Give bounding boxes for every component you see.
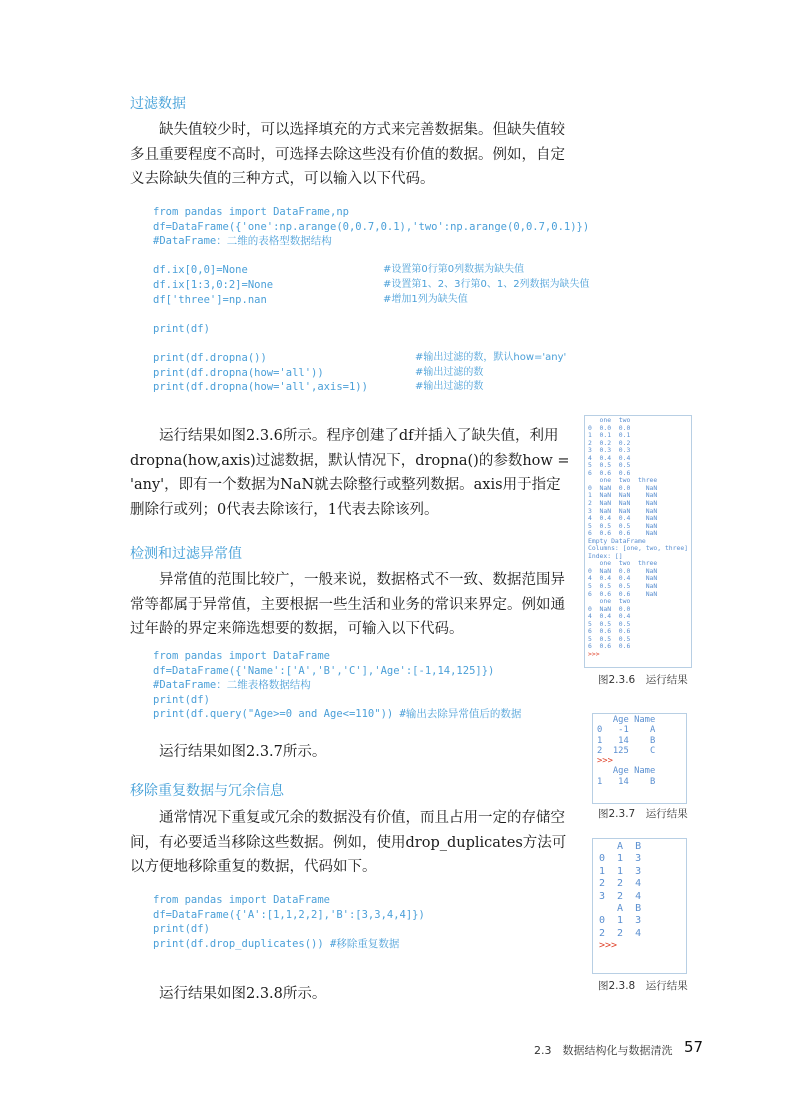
output-line: one two three	[588, 476, 658, 485]
code-line	[153, 263, 673, 278]
output-line: 5 0.5 0.5	[588, 619, 631, 628]
figure-2-3-8	[592, 838, 687, 974]
code-line	[153, 707, 593, 722]
page-number: 57	[684, 1038, 704, 1056]
code-line	[153, 278, 673, 293]
heading-duplicates: 移除重复数据与冗余信息	[130, 783, 284, 799]
output-line: 3 0.3 0.3	[588, 446, 631, 455]
output-line: 6 0.6 0.6	[588, 468, 631, 477]
code-text: df['three']=np.nan	[153, 293, 267, 306]
code-text: df=DataFrame({'Name':['A','B','C'],'Age':[-1,14,125]})	[153, 664, 495, 677]
code-block-dup	[153, 893, 573, 951]
output-line: 0 -1 A	[597, 725, 656, 736]
code-line	[153, 908, 573, 923]
output-line: one two	[588, 416, 631, 424]
output-line: 5 0.5 0.5	[588, 634, 631, 643]
code-comment: #输出过滤的数	[415, 366, 484, 378]
code-line	[153, 937, 573, 952]
prompt-marker: >>>	[597, 756, 613, 767]
prompt-marker: >>>	[588, 649, 600, 658]
caption-2-3-8: 图2.3.8 运行结果	[598, 980, 688, 992]
output-line: 1 0.1 0.1	[588, 431, 631, 440]
code-line	[153, 922, 573, 937]
output-line: 4 0.4 0.4 NaN	[588, 514, 658, 523]
code-text: df=DataFrame({'one':np.arange(0,0.7,0.1),'two':np.arange(0,0.7,0.1)})	[153, 220, 590, 233]
para-filter-result: 运行结果如图2.3.6所示。程序创建了df并插入了缺失值，利用dropna(how,axis)过滤数据，默认情况下，dropna()的参数how = 'any'，即有一个数据为NaN就去除整行或整列数据。axis用于指定删除行或列；0代表去除该行，1代表去除该列。	[130, 428, 570, 518]
output-line: Age Name	[597, 715, 656, 725]
code-text: #DataFrame：二维的表格型数据结构	[153, 235, 332, 248]
code-block-filter	[153, 205, 673, 395]
code-text: print(df.query("Age>=0 and Age<=110")) #输出去除异常值后的数据	[153, 708, 522, 721]
prompt-marker: >>>	[599, 940, 618, 952]
output-line: Index: []	[588, 551, 623, 560]
code-line	[153, 649, 593, 664]
figure-2-3-7-output	[593, 714, 686, 788]
output-line: 5 0.5 0.5 NaN	[588, 521, 658, 530]
code-text: from pandas import DataFrame,np	[153, 206, 349, 218]
code-line	[153, 893, 573, 908]
output-line: 2 NaN NaN NaN	[588, 499, 658, 508]
output-line: 5 0.5 0.5	[588, 461, 631, 470]
output-line: 4 0.4 0.4 NaN	[588, 574, 658, 583]
code-line	[153, 234, 673, 249]
output-line: 0 0.0 0.0	[588, 423, 631, 432]
code-comment: #增加1列为缺失值	[383, 293, 468, 305]
code-line	[153, 293, 673, 308]
output-line: 6 0.6 0.6 NaN	[588, 589, 658, 598]
output-line: 2 2 4	[599, 878, 642, 890]
output-line: 6 0.6 0.6	[588, 642, 631, 651]
para-outlier-result: 运行结果如图2.3.7所示。	[159, 744, 327, 760]
figure-2-3-7	[592, 713, 687, 804]
code-line	[153, 249, 673, 264]
code-text: print(df)	[153, 322, 210, 335]
output-line: 1 14 B	[597, 735, 656, 746]
code-text: print(df)	[153, 923, 210, 936]
output-line: 3 NaN NaN NaN	[588, 506, 658, 515]
output-line: 1 NaN NaN NaN	[588, 491, 658, 500]
code-line	[153, 693, 593, 708]
output-line: A B	[599, 841, 642, 852]
code-comment: #设置第0行第0列数据为缺失值	[383, 264, 525, 276]
output-line: 0 1 3	[599, 853, 642, 865]
code-line	[153, 220, 673, 235]
output-line: 0 NaN 0.0	[588, 604, 631, 613]
code-line	[153, 336, 673, 351]
para-dup-intro: 通常情况下重复或冗余的数据没有价值，而且占用一定的存储空间，有必要适当移除这些数据。例如，使用drop_duplicates方法可以方便地移除重复的数据，代码如下。	[130, 810, 567, 875]
output-line: one two three	[588, 559, 658, 568]
code-line	[153, 307, 673, 322]
code-comment: #输出过滤的数，默认how='any'	[415, 351, 567, 363]
code-text: df=DataFrame({'A':[1,1,2,2],'B':[3,3,4,4]})	[153, 908, 425, 921]
output-line: 0 NaN 0.0 NaN	[588, 483, 658, 492]
caption-2-3-7: 图2.3.7 运行结果	[598, 808, 688, 820]
para-filter-intro: 缺失值较少时，可以选择填充的方式来完善数据集。但缺失值较多且重要程度不高时，可选择去除这些没有价值的数据。例如，自定义去除缺失值的三种方式，可以输入以下代码。	[130, 122, 565, 187]
code-text: df.ix[0,0]=None	[153, 264, 248, 277]
output-line: one two	[588, 597, 631, 606]
output-line: 2 2 4	[599, 927, 642, 939]
output-line: 0 NaN 0.0 NaN	[588, 566, 658, 575]
code-text: print(df.dropna())	[153, 351, 267, 364]
code-block-outlier	[153, 649, 593, 722]
output-line: 2 0.2 0.2	[588, 438, 631, 447]
code-line	[153, 380, 673, 395]
output-line: 3 2 4	[599, 890, 642, 902]
code-comment: #输出过滤的数	[415, 381, 484, 393]
code-line	[153, 664, 593, 679]
figure-2-3-8-output	[593, 839, 686, 955]
figure-2-3-6	[584, 415, 692, 668]
heading-outliers: 检测和过滤异常值	[130, 546, 242, 562]
output-line: 1 1 3	[599, 865, 642, 877]
output-line: Empty DataFrame	[588, 536, 646, 545]
output-line: Age Name	[597, 766, 656, 777]
output-line: 4 0.4 0.4	[588, 612, 631, 621]
output-line: Columns: [one, two, three]	[588, 544, 689, 553]
output-line: 2 125 C	[597, 745, 656, 756]
code-text: print(df)	[153, 693, 210, 706]
output-line: 5 0.5 0.5 NaN	[588, 582, 658, 591]
code-text: from pandas import DataFrame	[153, 650, 331, 662]
code-line	[153, 366, 673, 381]
output-line: 6 0.6 0.6 NaN	[588, 529, 658, 538]
code-text: from pandas import DataFrame	[153, 894, 331, 906]
code-line	[153, 678, 593, 693]
code-text: df.ix[1:3,0:2]=None	[153, 278, 274, 291]
output-line: 1 14 B	[597, 776, 656, 787]
output-line: 4 0.4 0.4	[588, 453, 631, 462]
code-text: print(df.drop_duplicates()) #移除重复数据	[153, 937, 400, 950]
output-line: 6 0.6 0.6	[588, 627, 631, 636]
figure-2-3-6-output	[585, 416, 691, 660]
para-dup-result: 运行结果如图2.3.8所示。	[159, 986, 327, 1002]
code-comment: #设置第1、2、3行第0、1、2列数据为缺失值	[383, 278, 590, 290]
footer-section-title: 2.3 数据结构化与数据清洗	[534, 1044, 673, 1057]
code-text: print(df.dropna(how='all'))	[153, 366, 324, 379]
caption-2-3-6: 图2.3.6 运行结果	[598, 674, 688, 686]
code-line	[153, 322, 673, 337]
output-line: A B	[599, 903, 642, 915]
code-text: #DataFrame：二维表格数据结构	[153, 679, 311, 692]
code-line	[153, 205, 673, 220]
output-line: 0 1 3	[599, 915, 642, 927]
heading-filter-data: 过滤数据	[130, 96, 186, 112]
code-text: print(df.dropna(how='all',axis=1))	[153, 381, 368, 394]
para-outlier-intro: 异常值的范围比较广，一般来说，数据格式不一致、数据范围异常等都属于异常值，主要根据一些生活和业务的常识来界定。例如通过年龄的界定来筛选想要的数据，可输入以下代码。	[130, 572, 565, 637]
code-line	[153, 351, 673, 366]
